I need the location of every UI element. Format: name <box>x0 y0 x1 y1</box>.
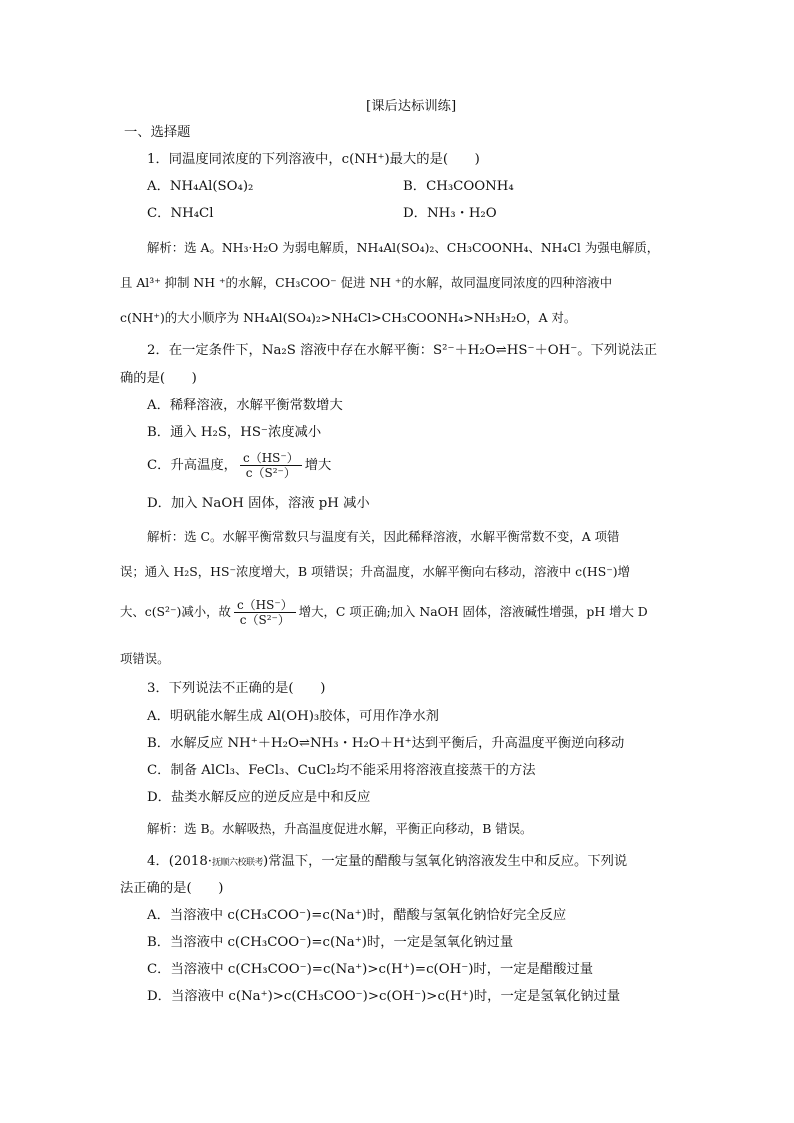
q4-option-a: A．当溶液中 c(CH₃COO⁻)=c(Na⁺)时，醋酸与氢氧化钠恰好完全反应 <box>147 908 567 923</box>
q2-option-d: D．加入 NaOH 固体，溶液 pH 减小 <box>147 496 370 511</box>
q3-option-d: D．盐类水解反应的逆反应是中和反应 <box>147 790 371 805</box>
q4-source-note: 抚顺六校联考 <box>212 858 264 868</box>
q2-stem: 确的是( ) <box>120 371 197 386</box>
fraction <box>240 451 302 480</box>
q1-option-a: A．NH₄Al(SO₄)₂ <box>147 179 254 194</box>
q1-option-d: D．NH₃・H₂O <box>403 206 497 221</box>
q2-option-c-label: C．升高温度， <box>147 458 237 473</box>
q1-option-b: B．CH₃COONH₄ <box>403 179 514 194</box>
q1-analysis-line: c(NH⁺)的大小顺序为 NH₄Al(SO₄)₂>NH₄Cl>CH₃COONH₄>NH₃H₂O，A 对。 <box>120 310 577 325</box>
q1-analysis-line: 且 Al³⁺ 抑制 NH ⁺的水解，CH₃COO⁻ 促进 NH ⁺的水解，故同温度同浓度的四种溶液中 <box>120 275 613 290</box>
q3-option-c: C．制备 AlCl₃、FeCl₃、CuCl₂均不能采用将溶液直接蒸干的方法 <box>147 763 536 778</box>
q1-analysis-line: 解析：选 A。NH₃·H₂O 为弱电解质，NH₄Al(SO₄)₂、CH₃COONH₄、NH₄Cl 为强电解质， <box>147 240 660 255</box>
q3-stem: 3．下列说法不正确的是( ) <box>147 681 326 696</box>
fraction <box>234 598 296 627</box>
fraction-numerator: c（HS⁻） <box>234 598 296 613</box>
q1-stem: 1．同温度同浓度的下列溶液中，c(NH⁺)最大的是( ) <box>147 152 480 167</box>
q4-stem: 法正确的是( ) <box>120 881 224 896</box>
q2-analysis-line <box>120 598 648 627</box>
q4-option-d: D．当溶液中 c(Na⁺)>c(CH₃COO⁻)>c(OH⁻)>c(H⁺)时，一定是氢氧化钠过量 <box>147 989 621 1004</box>
fraction-denominator: c（S²⁻） <box>239 613 290 627</box>
q3-option-a: A．明矾能水解生成 Al(OH)₃胶体，可用作净水剂 <box>147 709 439 724</box>
q4-stem-prefix: 4．(2018· <box>147 854 213 869</box>
q2-analysis-line: 解析：选 C。水解平衡常数只与温度有关，因此稀释溶液，水解平衡常数不变，A 项错 <box>147 529 620 544</box>
q4-option-c: C．当溶液中 c(CH₃COO⁻)=c(Na⁺)>c(H⁺)=c(OH⁻)时，一定是醋酸过量 <box>147 962 594 977</box>
q4-stem <box>147 853 627 872</box>
q1-option-c: C．NH₄Cl <box>147 206 214 221</box>
q4-stem-suffix: )常温下，一定量的醋酸与氢氧化钠溶液发生中和反应。下列说 <box>263 854 628 869</box>
q2-stem: 2．在一定条件下，Na₂S 溶液中存在水解平衡：S²⁻＋H₂O⇌HS⁻＋OH⁻。下列说法正 <box>147 343 658 358</box>
page-title: [课后达标训练] <box>366 99 457 114</box>
q2-analysis-line: 误；通入 H₂S，HS⁻浓度增大，B 项错误；升高温度，水解平衡向右移动，溶液中 c(HS⁻)增 <box>120 564 630 579</box>
section-heading: 一、选择题 <box>124 125 191 140</box>
q2-option-c-suffix: 增大 <box>304 458 332 473</box>
q2-analysis-prefix: 大、c(S²⁻)减小，故 <box>120 604 231 619</box>
q2-analysis-suffix: 增大，C 项正确;加入 NaOH 固体，溶液碱性增强，pH 增大 D <box>298 604 648 619</box>
q3-option-b: B．水解反应 NH⁺＋H₂O⇌NH₃・H₂O＋H⁺达到平衡后，升高温度平衡逆向移动 <box>147 736 625 751</box>
q2-option-b: B．通入 H₂S，HS⁻浓度减小 <box>147 425 322 440</box>
q4-option-b: B．当溶液中 c(CH₃COO⁻)=c(Na⁺)时，一定是氢氧化钠过量 <box>147 935 514 950</box>
q2-analysis-line: 项错误。 <box>120 651 170 666</box>
q2-option-a: A．稀释溶液，水解平衡常数增大 <box>147 398 343 413</box>
fraction-numerator: c（HS⁻） <box>240 451 302 466</box>
q2-option-c <box>147 451 331 480</box>
fraction-denominator: c（S²⁻） <box>245 466 296 480</box>
q3-analysis: 解析：选 B。水解吸热，升高温度促进水解，平衡正向移动，B 错误。 <box>147 821 533 836</box>
